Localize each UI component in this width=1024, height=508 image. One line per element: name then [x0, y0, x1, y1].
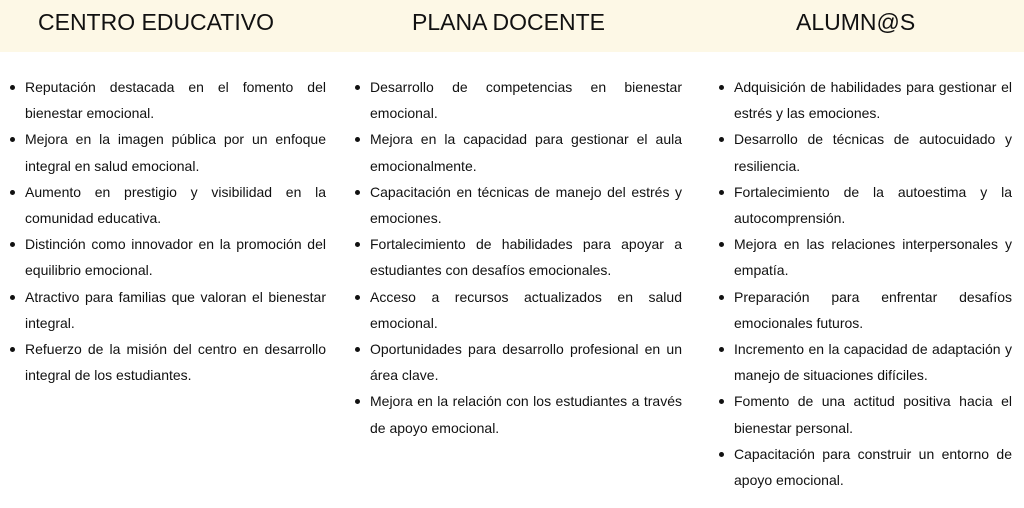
list-item: Capacitación para construir un entorno de apoyo emocional. — [716, 441, 1012, 493]
list-item: Distinción como innovador en la promoción del equilibrio emocional. — [7, 231, 326, 283]
list-item: Aumento en prestigio y visibilidad en la comunidad educativa. — [7, 179, 326, 231]
list-item: Mejora en la imagen pública por un enfoque integral en salud emocional. — [7, 126, 326, 178]
list-item: Incremento en la capacidad de adaptación y manejo de situaciones difíciles. — [716, 336, 1012, 388]
list-item: Mejora en las relaciones interpersonales y empatía. — [716, 231, 1012, 283]
list-item: Atractivo para familias que valoran el bienestar integral. — [7, 284, 326, 336]
header-band — [0, 0, 1024, 52]
list-item: Oportunidades para desarrollo profesional en un área clave. — [352, 336, 682, 388]
column-title-centro-educativo: CENTRO EDUCATIVO — [38, 9, 274, 35]
list-item: Mejora en la capacidad para gestionar el aula emocionalmente. — [352, 126, 682, 178]
benefits-list-centro-educativo — [7, 74, 326, 388]
list-item: Capacitación en técnicas de manejo del estrés y emociones. — [352, 179, 682, 231]
benefits-list-alumnos — [716, 74, 1012, 493]
list-item: Fomento de una actitud positiva hacia el bienestar personal. — [716, 388, 1012, 440]
list-item: Refuerzo de la misión del centro en desarrollo integral de los estudiantes. — [7, 336, 326, 388]
list-item: Desarrollo de técnicas de autocuidado y resiliencia. — [716, 126, 1012, 178]
list-item: Adquisición de habilidades para gestionar el estrés y las emociones. — [716, 74, 1012, 126]
list-item: Acceso a recursos actualizados en salud emocional. — [352, 284, 682, 336]
list-item: Fortalecimiento de la autoestima y la autocomprensión. — [716, 179, 1012, 231]
list-item: Fortalecimiento de habilidades para apoyar a estudiantes con desafíos emocionales. — [352, 231, 682, 283]
list-item: Mejora en la relación con los estudiantes a través de apoyo emocional. — [352, 388, 682, 440]
column-title-plana-docente: PLANA DOCENTE — [412, 9, 605, 35]
list-item: Desarrollo de competencias en bienestar emocional. — [352, 74, 682, 126]
list-item: Reputación destacada en el fomento del bienestar emocional. — [7, 74, 326, 126]
benefits-list-plana-docente — [352, 74, 682, 441]
column-title-alumnos: ALUMN@S — [796, 9, 916, 35]
list-item: Preparación para enfrentar desafíos emocionales futuros. — [716, 284, 1012, 336]
